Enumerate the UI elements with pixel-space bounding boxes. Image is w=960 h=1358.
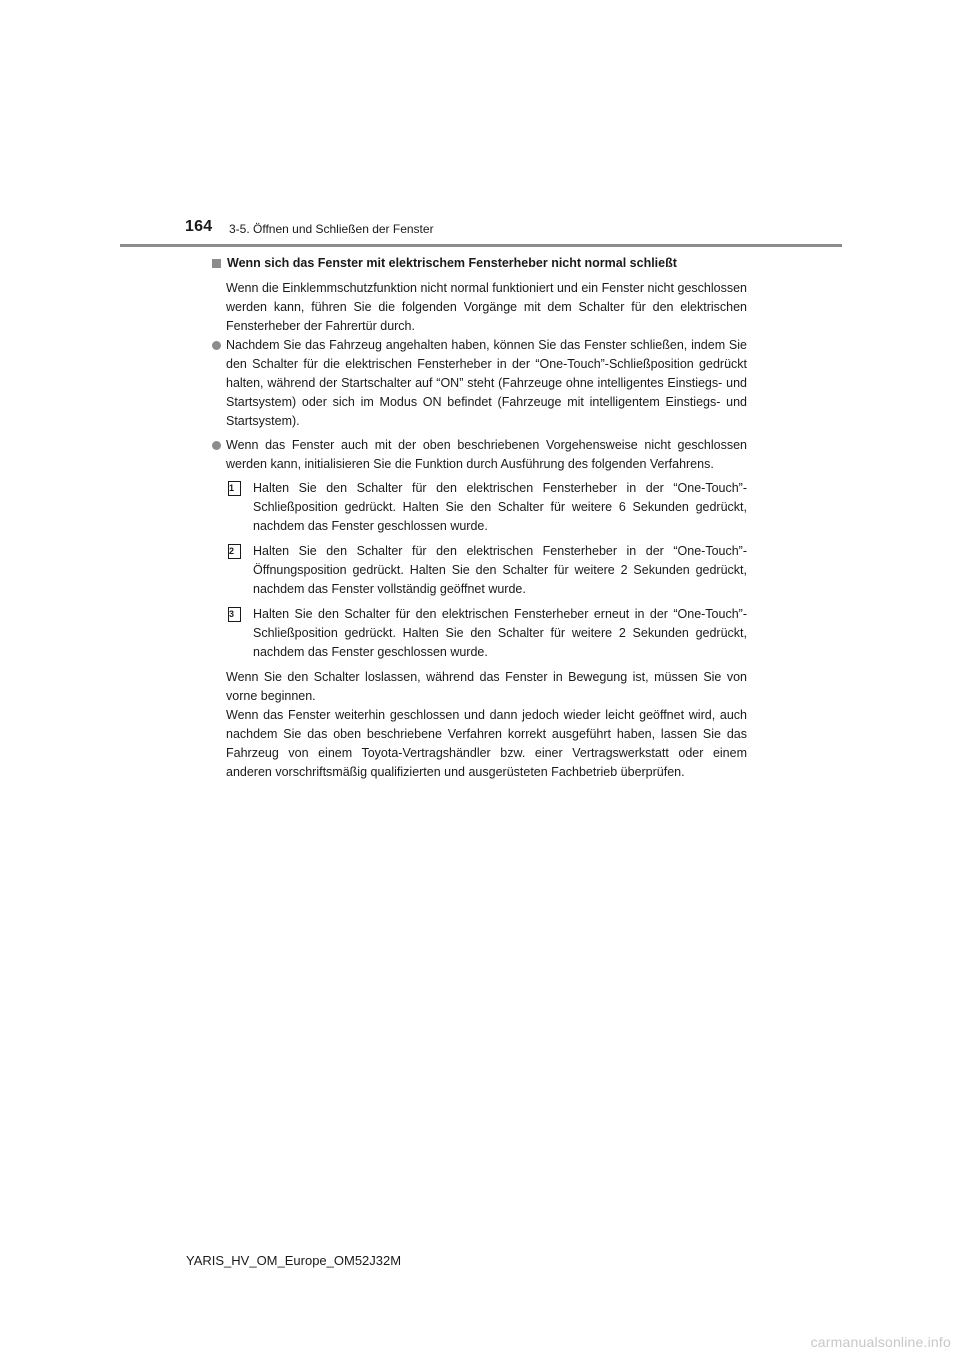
watermark: carmanualsonline.info <box>810 1334 951 1350</box>
step-text: Halten Sie den Schalter für den elektrischen Fensterheber in der “One-Touch”-Schließposition gedrückt. Halten Sie den Schalter für weitere 6 Sekunden gedrückt, nachdem das Fenster geschlossen wurde. <box>253 481 747 533</box>
circle-bullet-icon <box>212 441 221 450</box>
closing-paragraph: Wenn das Fenster weiterhin geschlossen und dann jedoch wieder leicht geöffnet wird, auch nachdem Sie das oben beschriebene Verfahren korrekt ausgeführt haben, lassen Sie das Fahrzeug von einem Toyota-Vertragshändler bzw. einer Vertragswerkstatt oder einem anderen vorschriftsmäßig qualifizierten und ausgerüsteten Fachbetrieb überprüfen. <box>226 708 747 779</box>
step-number-badge: 3 <box>228 607 241 622</box>
bullet-item <box>211 336 747 431</box>
step-number-badge: 2 <box>228 544 241 559</box>
step-item <box>211 542 747 599</box>
closing-paragraph: Wenn Sie den Schalter loslassen, während das Fenster in Bewegung ist, müssen Sie von vorne beginnen. <box>226 670 747 703</box>
section-title: 3-5. Öffnen und Schließen der Fenster <box>229 222 434 236</box>
circle-bullet-icon <box>212 341 221 350</box>
bullet-text: Wenn das Fenster auch mit der oben beschriebenen Vorgehensweise nicht geschlossen werden kann, initialisieren Sie die Funktion durch Ausführung des folgenden Verfahrens. <box>226 438 747 471</box>
bullet-item <box>211 436 747 474</box>
document-code: YARIS_HV_OM_Europe_OM52J32M <box>186 1253 402 1268</box>
step-text: Halten Sie den Schalter für den elektrischen Fensterheber erneut in der “One-Touch”-Schließposition gedrückt. Halten Sie den Schalter für weitere 2 Sekunden gedrückt, nachdem das Fenster geschlossen wurde. <box>253 607 747 659</box>
step-item <box>211 605 747 662</box>
main-content <box>211 254 747 782</box>
intro-paragraph: Wenn die Einklemmschutzfunktion nicht normal funktioniert und ein Fenster nicht geschlossen werden kann, führen Sie die folgenden Vorgänge mit dem Schalter für den elektrischen Fensterheber der Fahrertür durch. <box>226 281 747 333</box>
page-number: 164 <box>185 218 213 235</box>
bullet-text: Nachdem Sie das Fahrzeug angehalten haben, können Sie das Fenster schließen, indem Sie den Schalter für die elektrischen Fensterheber in der “One-Touch”-Schließposition gedrückt halten, während der Startschalter auf “ON” steht (Fahrzeuge ohne intelligentes Einstiegs- und Startsystem) oder sich im Modus ON befindet (Fahrzeuge mit intelligentem Einstiegs- und Startsystem). <box>226 338 747 428</box>
heading-text: Wenn sich das Fenster mit elektrischem Fensterheber nicht normal schließt <box>227 256 677 270</box>
step-number-badge: 1 <box>228 481 241 496</box>
header-rule <box>120 244 842 247</box>
section-heading <box>211 254 747 273</box>
step-item <box>211 479 747 536</box>
square-bullet-icon <box>212 259 221 268</box>
step-text: Halten Sie den Schalter für den elektrischen Fensterheber in der “One-Touch”-Öffnungsposition gedrückt. Halten Sie den Schalter für weitere 2 Sekunden gedrückt, nachdem das Fenster vollständig geöffnet wurde. <box>253 544 747 596</box>
